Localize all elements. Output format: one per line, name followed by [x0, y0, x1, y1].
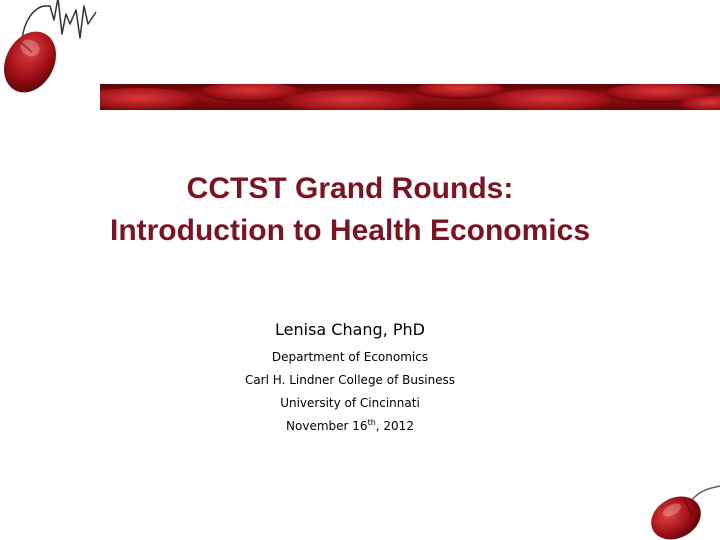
date-prefix: November 16 — [286, 419, 368, 433]
presenter-info — [190, 318, 510, 438]
title-line-2: Introduction to Health Economics — [109, 214, 590, 247]
blood-cells-banner — [100, 84, 720, 110]
date-year: , 2012 — [375, 419, 414, 433]
slide-title — [40, 168, 660, 252]
presentation-date — [190, 415, 510, 438]
title-line-1: CCTST Grand Rounds: — [186, 172, 514, 205]
university: University of Cincinnati — [280, 396, 420, 410]
presenter-name: Lenisa Chang, PhD — [275, 320, 425, 339]
department: Department of Economics — [271, 350, 429, 364]
computer-mouse-icon — [640, 470, 720, 540]
college: Carl H. Lindner College of Business — [244, 373, 456, 387]
date-ordinal-suffix: th — [367, 418, 376, 427]
heartbeat-mouse-logo-icon — [0, 0, 100, 96]
